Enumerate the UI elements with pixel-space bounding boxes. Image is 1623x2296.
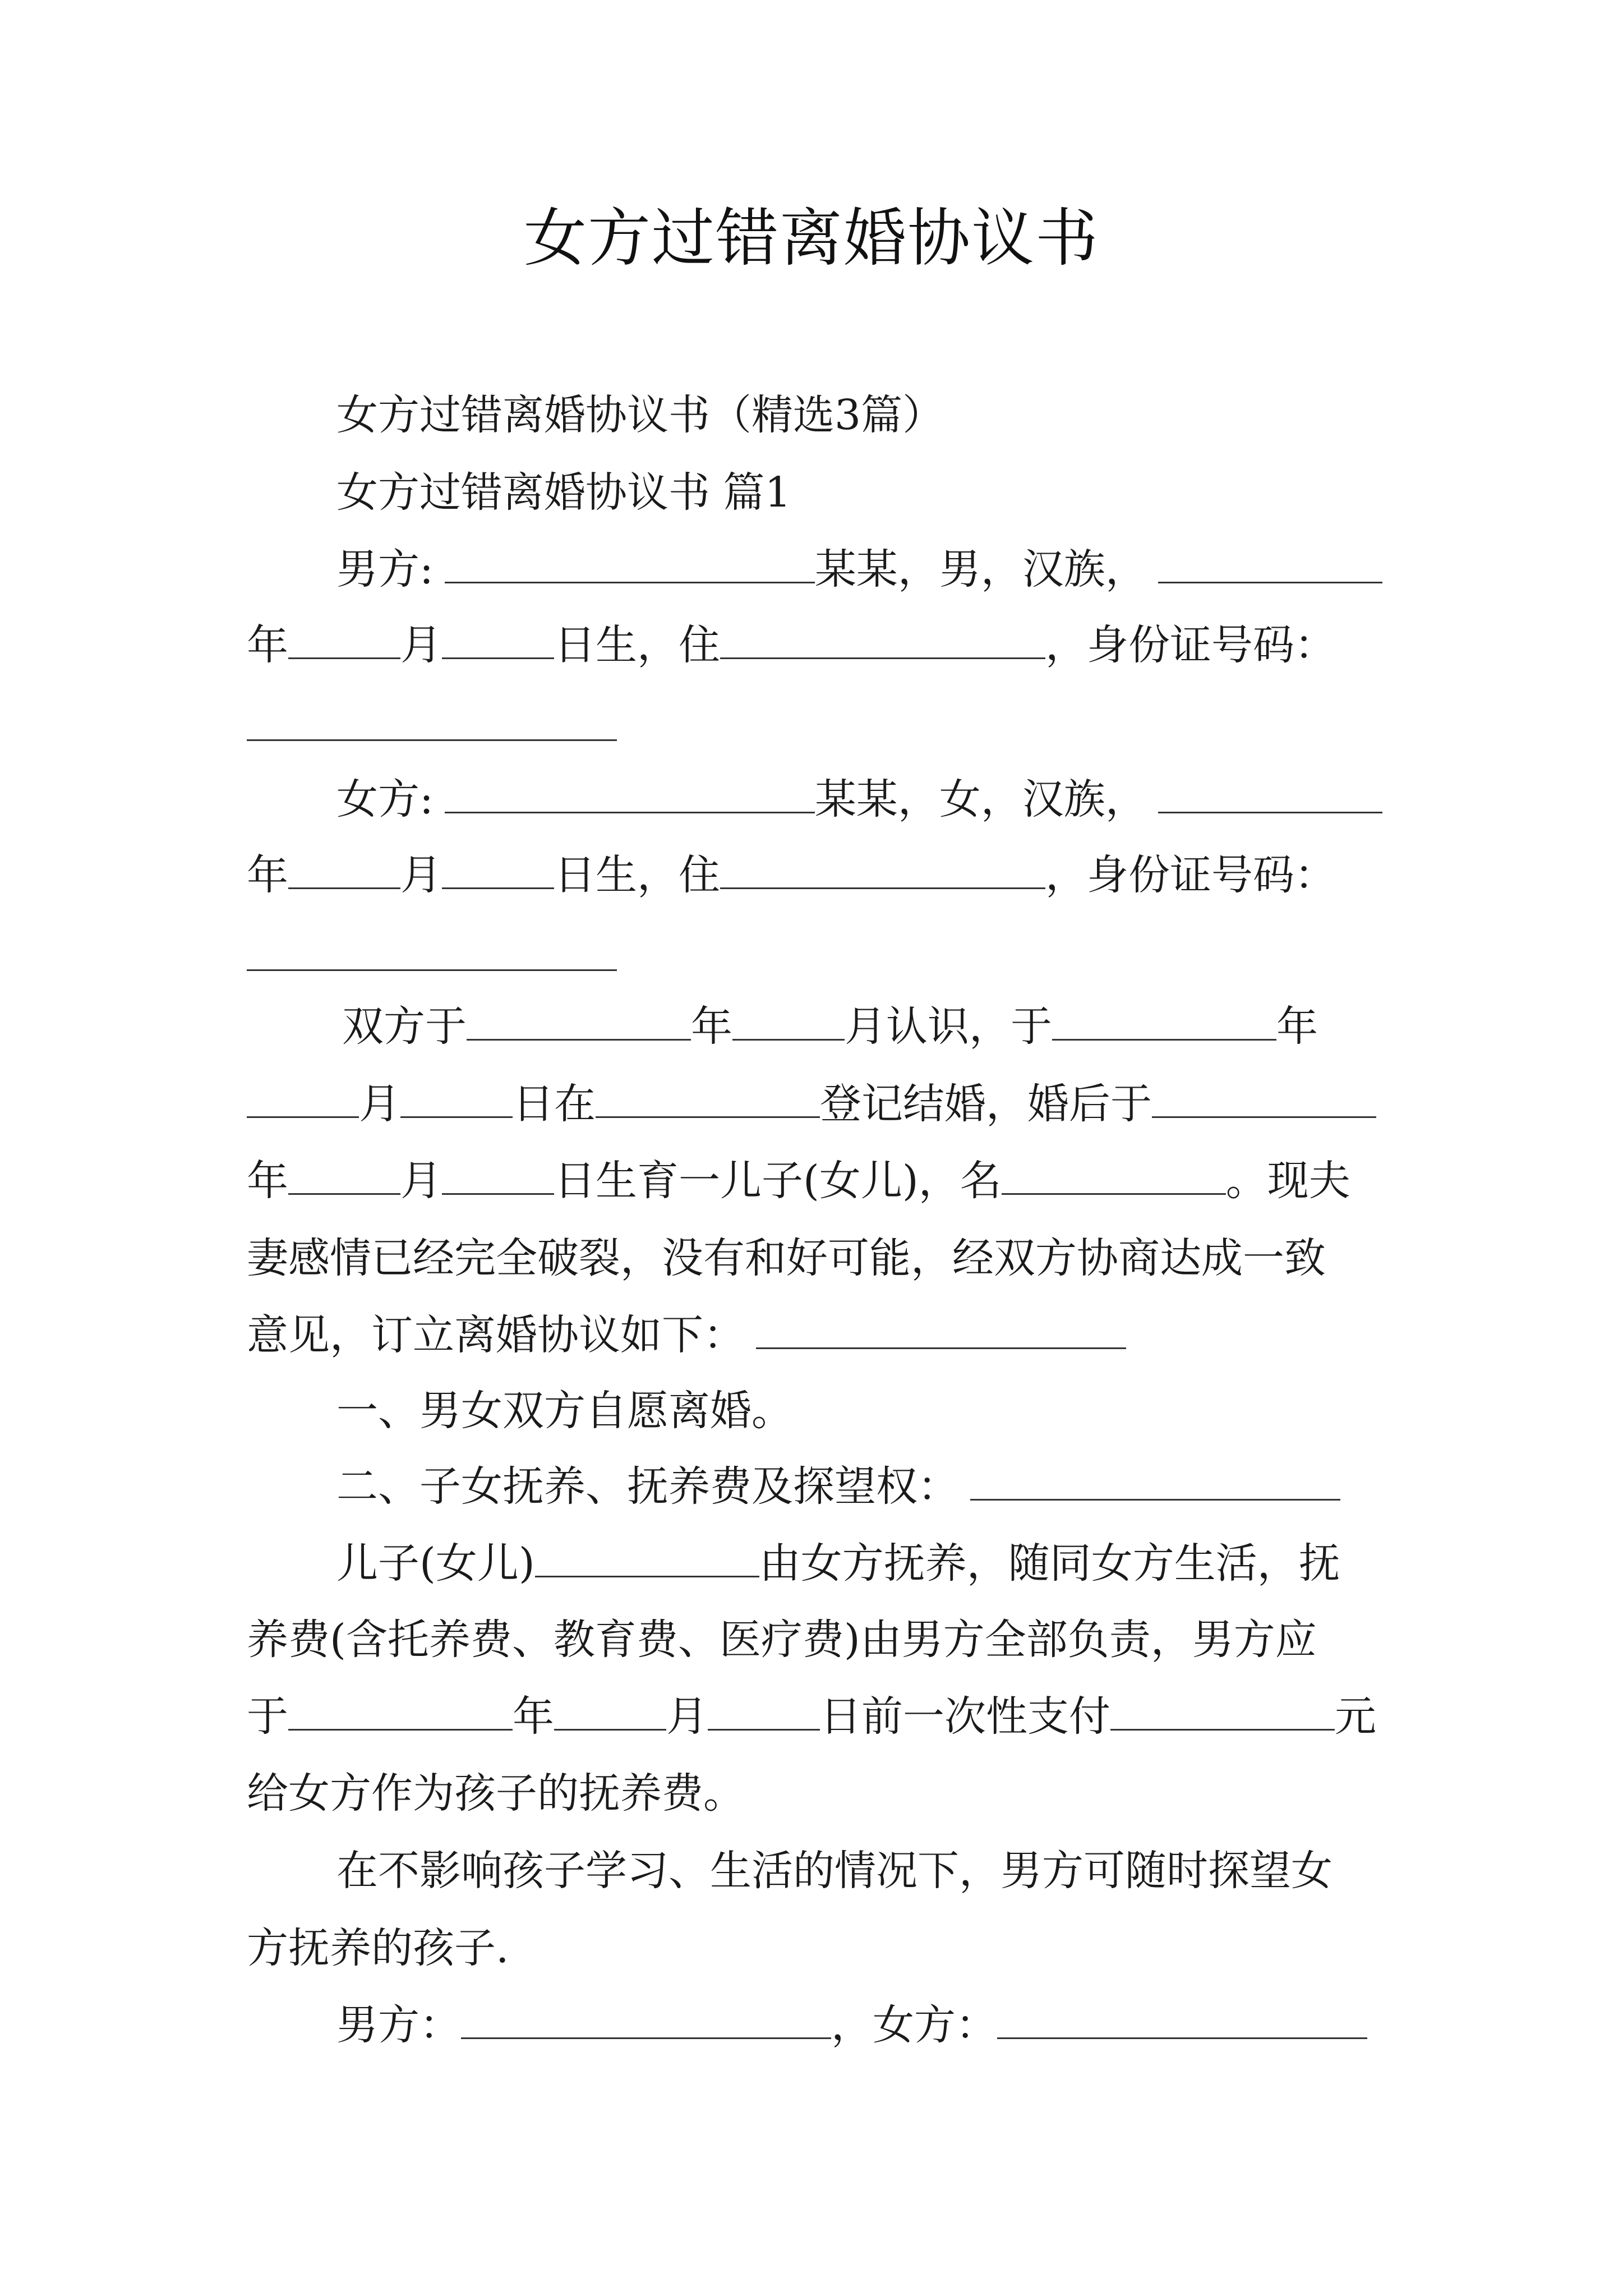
man-name-blank	[445, 547, 815, 583]
document-title: 女方过错离婚协议书	[524, 202, 1099, 275]
woman-info-line-1	[336, 771, 1382, 827]
sign-man-blank	[461, 2003, 831, 2039]
subtitle: 女方过错离婚协议书（精选3篇）	[336, 391, 944, 439]
para1-line-4: 妻感情已经完全破裂，没有和好可能，经双方协商达成一致	[247, 1234, 1326, 1282]
para1-line-3: 年 月 日生育一儿子(女儿)，名 。现夫	[247, 1157, 1350, 1205]
item-2: 二、子女抚养、抚养费及探望权：	[336, 1458, 1340, 1515]
man-month-blank	[288, 623, 400, 659]
man-info-line-2: 年 月 日生，住 ，身份证号码：	[247, 621, 1336, 669]
woman-id-blank	[247, 969, 617, 971]
woman-info-line-2: 年 月 日生，住 ，身份证号码：	[247, 851, 1336, 899]
para1-line-1: 双方于 年 月认识，于 年	[342, 1002, 1318, 1051]
para3-line-2: 方抚养的孩子.	[247, 1924, 509, 1972]
woman-month-blank	[288, 853, 400, 889]
woman-birth-year-blank	[1158, 777, 1382, 813]
item-1: 一、男女双方自愿离婚。	[336, 1387, 793, 1435]
man-address-blank	[720, 623, 1045, 659]
man-desc: 某某，男，汉族，	[814, 545, 1147, 593]
woman-label: 女方:	[336, 775, 434, 823]
para2-line-2: 养费(含托养费、教育费、医疗费)由男方全部负责，男方应	[247, 1616, 1317, 1664]
sign-man-label: 男方：	[336, 2001, 461, 2049]
para2-line-3: 于 年 月 日前一次性支付 元	[247, 1692, 1376, 1741]
signature-line	[336, 1997, 1367, 2053]
man-birth-year-blank	[1158, 547, 1382, 583]
para2-line-4: 给女方作为孩子的抚养费。	[247, 1769, 745, 1818]
sign-woman-blank	[997, 2003, 1367, 2039]
woman-desc: 某某，女，汉族，	[814, 775, 1147, 823]
para1-line-2: 月 日在 登记结婚，婚后于	[247, 1076, 1376, 1132]
sign-woman-label: ，女方：	[831, 2001, 997, 2049]
man-id-blank	[247, 739, 617, 741]
woman-address-blank	[720, 853, 1045, 889]
para2-line-1: 儿子(女儿) 由女方抚养，随同女方生活，抚	[336, 1539, 1340, 1588]
para1-line-5: 意见，订立离婚协议如下：	[247, 1307, 1126, 1363]
man-day-blank	[442, 623, 554, 659]
man-label: 男方:	[336, 545, 434, 593]
woman-name-blank	[445, 777, 815, 813]
para3-line-1: 在不影响孩子学习、生活的情况下，男方可随时探望女	[336, 1847, 1332, 1895]
man-info-line-1	[336, 541, 1382, 597]
woman-day-blank	[442, 853, 554, 889]
section-heading: 女方过错离婚协议书 篇1	[336, 468, 791, 517]
